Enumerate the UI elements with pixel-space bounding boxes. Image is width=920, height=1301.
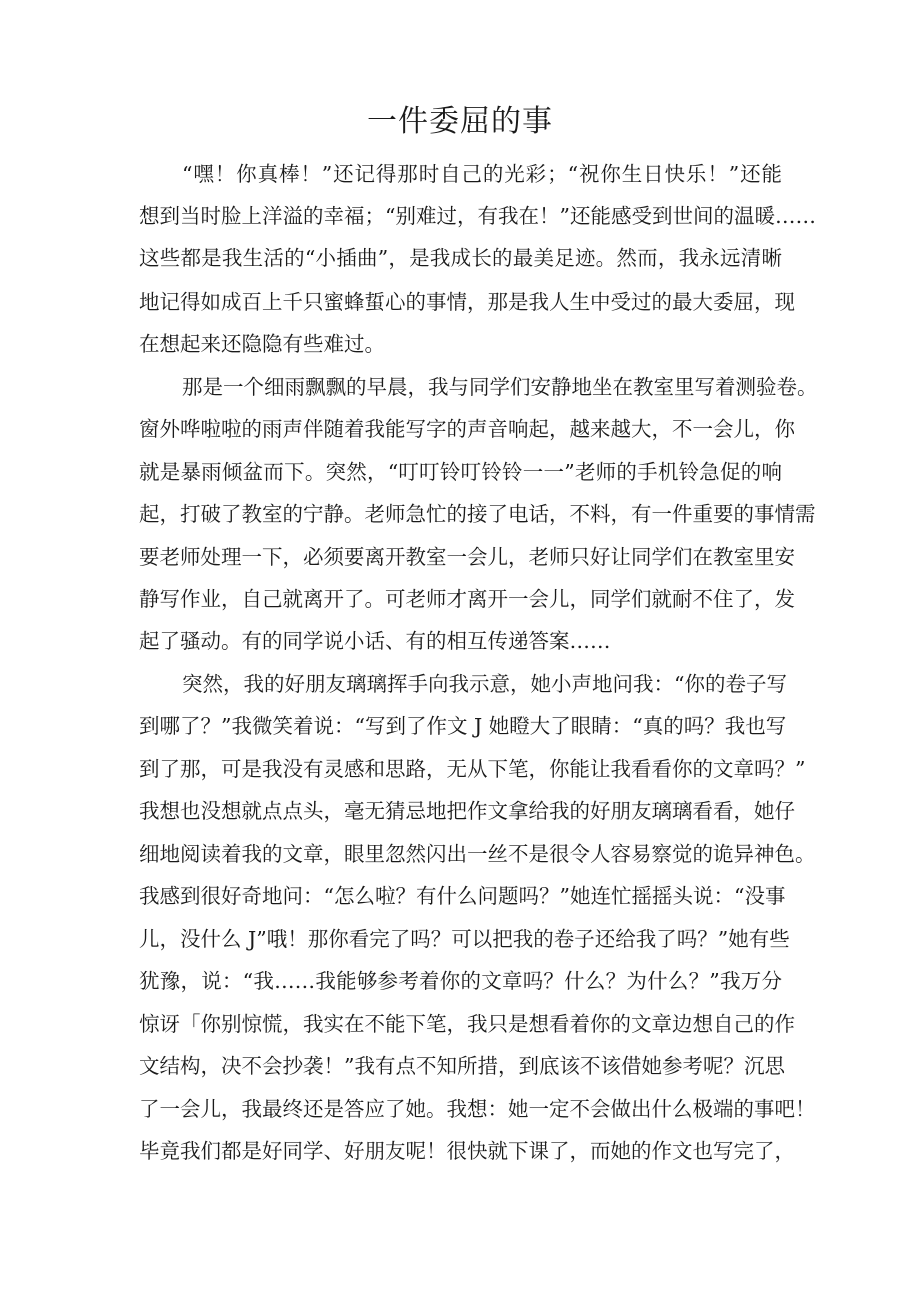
text-line: 想到当时脸上洋溢的幸福；“别难过，有我在！”还能感受到世间的温暖…… <box>139 204 816 228</box>
text-line: 就是暴雨倾盆而下。突然，“叮叮铃叮铃铃一一”老师的手机铃急促的响 <box>139 460 782 484</box>
text-line: 在想起来还隐隐有些难过。 <box>139 332 385 356</box>
text-line: 文结构，决不会抄袭！”我有点不知所措，到底该不该借她参考呢？沉思 <box>139 1054 785 1078</box>
text-line: 起了骚动。有的同学说小话、有的相互传递答案…… <box>139 629 611 653</box>
text-line: 起，打破了教室的宁静。老师急忙的接了电话，不料，有一件重要的事情需 <box>139 502 816 526</box>
text-line: 毕竟我们都是好同学、好朋友呢！很快就下课了，而她的作文也写完了， <box>139 1139 795 1163</box>
text-line: 静写作业，自己就离开了。可老师才离开一会儿，同学们就耐不住了，发 <box>139 587 795 611</box>
text-line: 那是一个细雨飘飘的早晨，我与同学们安静地坐在教室里写着测验卷。 <box>182 375 818 399</box>
text-line: 我想也没想就点点头，毫无猜忌地把作文拿给我的好朋友璃璃看看，她仔 <box>139 799 795 823</box>
document-title: 一件委屈的事 <box>367 104 553 139</box>
text-line: 犹豫，说：“我……我能够参考着你的文章吗？什么？为什么？”我万分 <box>139 969 782 993</box>
text-line: “嘿！你真棒！”还记得那时自己的光彩；“祝你生日快乐！”还能 <box>182 162 782 186</box>
text-line: 地记得如成百上千只蜜蜂蜇心的事情，那是我人生中受过的最大委屈，现 <box>139 290 795 314</box>
text-line: 窗外哗啦啦的雨声伴随着我能写字的声音响起，越来越大，不一会儿，你 <box>139 417 795 441</box>
text-line: 突然，我的好朋友璃璃挥手向我示意，她小声地问我：“你的卷子写 <box>182 672 787 696</box>
text-line: 到了那，可是我没有灵感和思路，无从下笔，你能让我看看你的文章吗？” <box>139 757 806 781</box>
text-line: 惊讶「你别惊慌，我实在不能下笔，我只是想看着你的文章边想自己的作 <box>139 1012 795 1036</box>
text-line: 到哪了？”我微笑着说：“写到了作文 J 她瞪大了眼睛：“真的吗？我也写 <box>139 714 787 738</box>
text-line: 细地阅读着我的文章，眼里忽然闪出一丝不是很令人容易察觉的诡异神色。 <box>139 842 816 866</box>
text-line: 要老师处理一下，必须要离开教室一会儿，老师只好让同学们在教室里安 <box>139 545 795 569</box>
text-line: 我感到很好奇地问：“怎么啦？有什么问题吗？”她连忙摇摇头说：“没事 <box>139 884 786 908</box>
text-line: 了一会儿，我最终还是答应了她。我想：她一定不会做出什么极端的事吧！ <box>139 1097 816 1121</box>
text-line: 这些都是我生活的“小插曲”，是我成长的最美足迹。然而，我永远清晰 <box>139 246 782 270</box>
text-line: 儿，没什么 J”哦！那你看完了吗？可以把我的卷子还给我了吗？”她有些 <box>139 927 790 951</box>
